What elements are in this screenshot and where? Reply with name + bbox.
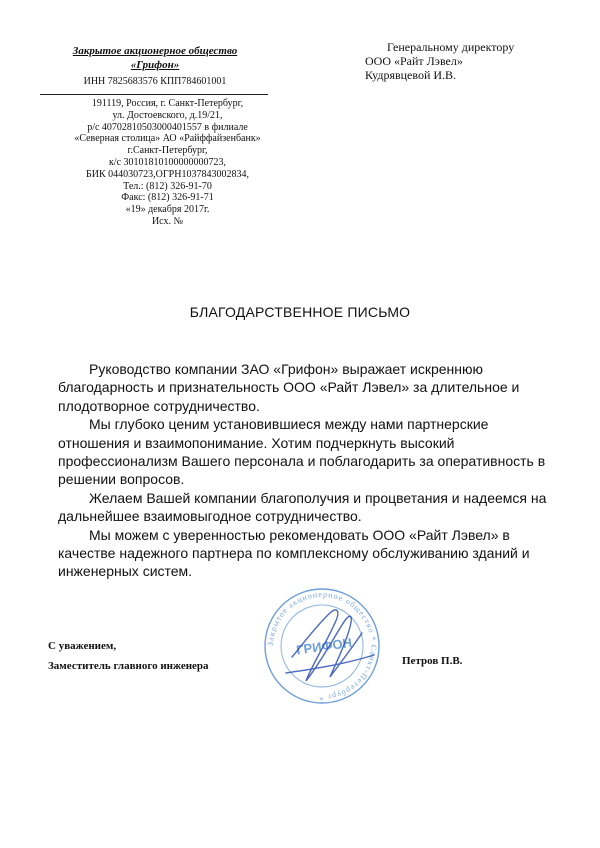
closing-text: С уважением, bbox=[48, 640, 117, 652]
signature-block bbox=[48, 636, 209, 676]
document-title: БЛАГОДАРСТВЕННОЕ ПИСЬМО bbox=[189, 304, 411, 320]
address-line: БИК 044030723,ОГРН1037843002834, bbox=[86, 168, 249, 180]
recipient-block bbox=[365, 40, 565, 82]
paragraph: Мы глубоко ценим установившиеся между нами партнерские отношения и взаимопонимание. Хотим подчеркнуть высокий профессионализм Вашего персонала и поблагодарить за оперативность в решении вопросов. bbox=[58, 416, 546, 488]
stamp-center-text: ГРИФОН bbox=[295, 634, 353, 658]
address-line: Исх. № bbox=[151, 215, 184, 227]
company-name-line2: «Грифон» bbox=[130, 59, 180, 71]
letter-body bbox=[58, 360, 558, 581]
signer-name: Петров П.В. bbox=[402, 655, 463, 667]
recipient-line: Кудрявцевой И.В. bbox=[365, 68, 457, 82]
address-line: Тел.: (812) 326-91-70 bbox=[123, 180, 212, 192]
address-line: 191119, Россия, г. Санкт-Петербург, bbox=[91, 98, 244, 109]
address-line: Факс: (812) 326-91-71 bbox=[121, 192, 214, 204]
paragraph: Руководство компании ЗАО «Грифон» выражает искреннюю благодарность и признательность ООО «Райт Лэвел» за длительное и плодотворное сотрудничество. bbox=[58, 361, 520, 414]
inn-kpp: ИНН 7825683576 КПП784601001 bbox=[83, 76, 227, 87]
sender-company-name bbox=[55, 44, 255, 72]
address-line: ул. Достоевского, д.19/21, bbox=[112, 109, 223, 121]
paragraph: Желаем Вашей компании благополучия и процветания и надеемся на дальнейшее взаимовыгодное сотрудничество. bbox=[58, 489, 547, 525]
address-line: к/с 30101810100000000723, bbox=[108, 156, 227, 168]
paragraph: Мы можем с уверенностью рекомендовать ООО «Райт Лэвел» в качестве надежного партнера по комплексному обслуживанию зданий и инженерных систем. bbox=[58, 526, 530, 580]
address-line: р/с 40702810503000401557 в филиале bbox=[87, 121, 248, 133]
signer-position: Заместитель главного инженера bbox=[48, 660, 209, 672]
address-line: «Северная столица» АО «Райффайзенбанк» bbox=[74, 133, 261, 145]
recipient-line: ООО «Райт Лэвел» bbox=[365, 54, 463, 68]
sender-address-block bbox=[60, 98, 275, 228]
recipient-line: Генеральному директору bbox=[387, 40, 515, 54]
company-name-line1: Закрытое акционерное общество bbox=[72, 45, 238, 57]
letterhead-divider bbox=[40, 94, 268, 95]
company-stamp bbox=[262, 585, 382, 707]
address-line: г.Санкт-Петербург, bbox=[127, 145, 208, 157]
address-line: «19» декабря 2017г. bbox=[125, 204, 210, 216]
stamp-ring-text: Закрытое акционерное общество * Санкт-Петербург * bbox=[265, 589, 379, 703]
